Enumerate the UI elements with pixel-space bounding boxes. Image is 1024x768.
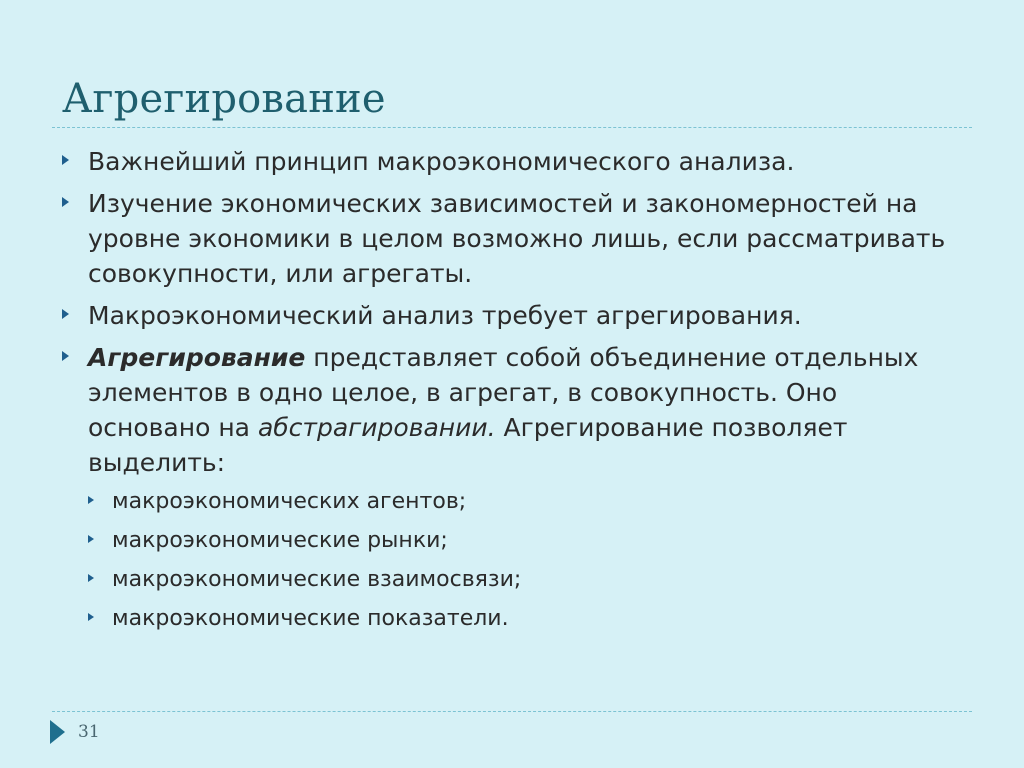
bullet-text: Важнейший принцип макроэкономического анализа. <box>88 147 795 176</box>
slide-content <box>60 144 960 643</box>
sub-bullet-item <box>60 565 960 595</box>
definition-text-after: Агрегирование позволяет выделить: <box>88 413 848 477</box>
bullet-item <box>60 144 960 179</box>
bullet-icon <box>62 351 69 361</box>
bullet-icon <box>62 197 69 207</box>
sub-bullet-text: макроэкономические рынки; <box>112 528 448 553</box>
slide-title: Агрегирование <box>62 76 386 122</box>
bullet-text: Макроэкономический анализ требует агрегирования. <box>88 301 802 330</box>
definition-text: представляет собой объединение отдельных элементов в одно целое, в агрегат, в совокупность. Оно основано на <box>88 343 919 442</box>
sub-bullet-icon <box>88 613 94 621</box>
sub-bullet-text: макроэкономические взаимосвязи; <box>112 567 522 592</box>
definition-emphasis: абстрагировании. <box>257 413 496 442</box>
sub-bullet-text: макроэкономических агентов; <box>112 489 467 514</box>
bullet-icon <box>62 309 69 319</box>
page-number: 31 <box>78 722 100 742</box>
sub-bullet-item <box>60 526 960 556</box>
bullet-item <box>60 298 960 333</box>
sub-bullet-icon <box>88 496 94 504</box>
footer-arrow-icon <box>50 720 65 744</box>
sub-bullet-icon <box>88 574 94 582</box>
sub-bullet-item <box>60 604 960 634</box>
bullet-item <box>60 186 960 291</box>
title-divider <box>52 127 972 128</box>
sub-bullet-text: макроэкономические показатели. <box>112 606 509 631</box>
definition-term: Агрегирование <box>88 343 306 372</box>
footer-divider <box>52 711 972 712</box>
sub-bullet-item <box>60 487 960 517</box>
bullet-text: Изучение экономических зависимостей и закономерностей на уровне экономики в целом возможно лишь, если рассматривать совокупности, или агрегаты. <box>88 189 946 288</box>
bullet-icon <box>62 155 69 165</box>
definition-item <box>60 340 960 480</box>
sub-bullet-icon <box>88 535 94 543</box>
